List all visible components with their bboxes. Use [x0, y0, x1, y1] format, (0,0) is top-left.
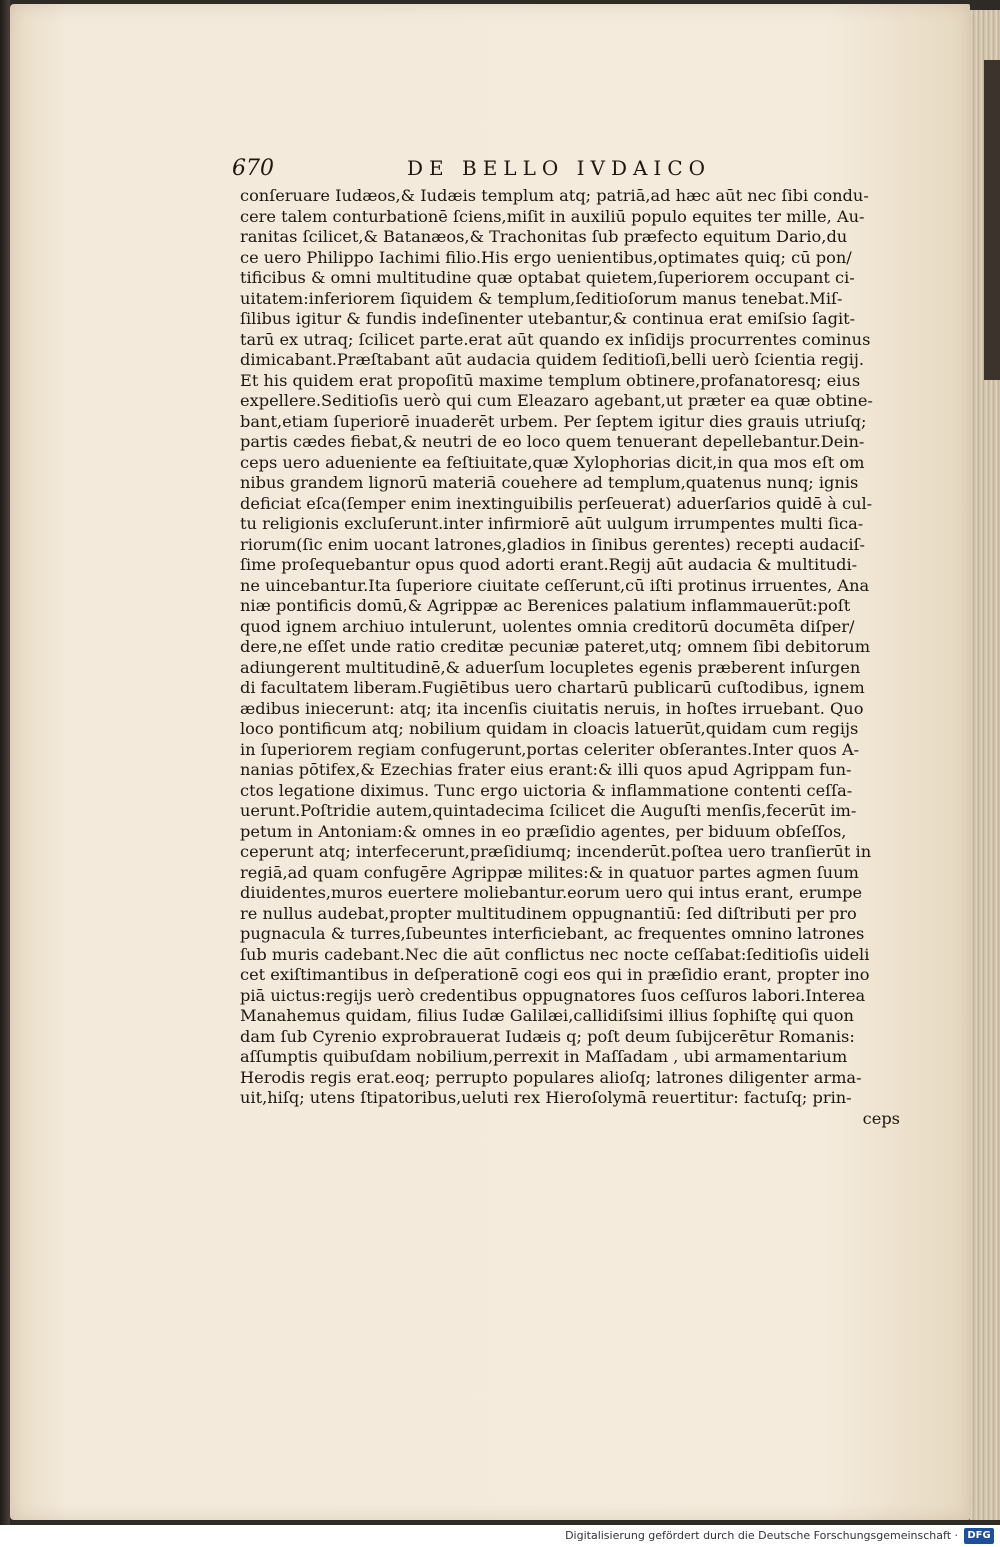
folio-number: 670 — [232, 156, 274, 181]
text-line: quod ignem archiuo intulerunt, uolentes omnia creditorū documēta diſper/ — [240, 616, 855, 636]
text-line: ne uincebantur.Ita ſuperiore ciuitate ceſſerunt,cū iſti protinus irruentes, Ana — [240, 575, 870, 595]
scale-ruler — [984, 60, 1000, 380]
text-line: in ſuperiorem regiam confugerunt,portas celeriter obſerantes.Inter quos A- — [240, 739, 860, 759]
text-line: nibus grandem lignorū materiā couehere ad templum,quatenus nunq; ignis — [240, 473, 859, 492]
text-line: ranitas ſcilicet,& Batanæos,& Trachonitas ſub præfecto equitum Dario,du — [240, 227, 848, 246]
text-line: ædibus iniecerunt: atq; ita incenſis ciuitatis neruis, in hoſtes irruebant. Quo — [240, 698, 864, 718]
footer-bar — [0, 1525, 1000, 1547]
text-line: expellere.Seditioſis uerò qui cum Eleazaro agebant,ut præter ea quæ obtine- — [240, 391, 873, 410]
text-line: piā uictus:regijs uerò credentibus oppugnatores ſuos ceſſuros labori.Interea — [240, 985, 866, 1005]
text-line: uerunt.Poſtridie autem,quintadecima ſcilicet die Auguſti menſis,fecerūt im- — [240, 801, 857, 820]
text-line: ceperunt atq; interfecerunt,præſidiumq; incenderūt.poſtea uero tranſierūt in — [240, 842, 872, 861]
text-line: dimicabant.Præſtabant aūt audacia quidem ſeditioſi,belli uerò ſcientia regij. — [240, 350, 865, 369]
text-line: loco pontificum atq; nobilium quidam in cloacis latuerūt,quidam cum regijs — [240, 719, 859, 738]
text-line: dere,ne eſſet unde ratio creditæ pecuniæ pateret,utq; omnem ſibi debitorum — [240, 637, 871, 656]
text-line: tarū ex utraq; ſcilicet parte.erat aūt quando ex inſidijs procurrentes cominus — [240, 329, 871, 349]
text-line: diuidentes,muros euertere moliebantur.eorum uero qui intus erant, erumpe — [240, 883, 863, 902]
text-line: uit,hiſq; utens ſtipatoribus,ueluti rex Hieroſolymā reuertitur: factuſq; prin- — [240, 1088, 852, 1107]
text-line: ctos legatione diximus. Tunc ergo uictoria & inflammatione contenti ceſſa- — [240, 780, 853, 800]
text-line: Et his quidem erat propoſitū maxime templum obtinere,profanatoresq; eius — [240, 370, 861, 390]
text-line: partis cædes fiebat,& neutri de eo loco quem tenuerant depellebantur.Dein- — [240, 432, 865, 451]
text-line: conſeruare Iudæos,& Iudæis templum atq; patriā,ad hæc aūt nec ſibi condu- — [240, 186, 869, 205]
text-line: ſub muris cadebant.Nec die aūt conflictus nec nocte ceſſabat:ſeditioſis uideli — [240, 944, 870, 964]
text-line: niæ pontificis domū,& Agrippæ ac Berenices palatium inflammauerūt:poſt — [240, 596, 851, 615]
text-line: tificibus & omni multitudine quæ optabat quietem,ſuperiorem occupant ci- — [240, 268, 855, 287]
text-line: re nullus audebat,propter multitudinem oppugnantiū: ſed diſtributi per pro — [240, 903, 857, 923]
funding-credit: Digitalisierung gefördert durch die Deutsche Forschungsgemeinschaft · — [565, 1529, 958, 1542]
text-line: riorum(ſic enim uocant latrones,gladios in ſinibus gerentes) recepti audaciſ- — [240, 534, 865, 554]
text-line: ce uero Philippo Iachimi filio.His ergo uenientibus,optimates quiq; cū pon/ — [240, 247, 852, 267]
text-line: petum in Antoniam:& omnes in eo præſidio agentes, per biduum obſeſſos, — [240, 821, 847, 841]
text-line: regiā,ad quam confugēre Agrippæ milites:& in quatuor partes agmen ſuum — [240, 862, 859, 882]
text-line: nanias pōtifex,& Ezechias frater eius erant:& illi quos apud Agrippam fun- — [240, 760, 852, 779]
text-line: pugnacula & turres,ſubeuntes interficiebant, ac frequentes omnino latrones — [240, 924, 865, 943]
text-line: dam ſub Cyrenio exprobrauerat Iudæis q; poſt deum ſubijcerētur Romanis: — [240, 1026, 855, 1046]
book-binding-edge — [0, 0, 10, 1525]
text-line: deficiat eſca(ſemper enim inextinguibilis perſeuerat) aduerſarios quidē à cul- — [240, 493, 873, 513]
text-line: cere talem conturbationē ſciens,miſit in auxiliū populo equites ter mille, Au- — [240, 206, 865, 226]
running-head: DE BELLO IVDAICO — [407, 156, 712, 180]
text-column — [240, 186, 900, 1129]
text-line: Manahemus quidam, filius Iudæ Galilæi,callidiſsimi illius ſophiſtę qui quon — [240, 1006, 854, 1025]
text-line: ſilibus igitur & fundis indeſinenter utebantur,& continua erat emiſsio ſagit- — [240, 309, 856, 328]
text-line: bant,etiam ſuperiorē inuaderēt urbem. Per ſeptem igitur dies grauis utriuſq; — [240, 411, 867, 431]
page-header — [232, 156, 952, 186]
text-line: aſſumptis quibuſdam nobilium,perrexit in Maſſadam , ubi armamentarium — [240, 1047, 848, 1066]
text-line: uitatem:inferiorem ſiquidem & templum,ſeditioſorum manus tenebat.Miſ- — [240, 288, 843, 308]
dfg-logo[interactable]: DFG — [964, 1528, 994, 1544]
text-line: di facultatem liberam.Fugiētibus uero chartarū publicarū cuſtodibus, ignem — [240, 678, 865, 697]
catchword: ceps — [862, 1108, 900, 1128]
text-line: cet exiſtimantibus in deſperationē cogi eos qui in præſidio erant, propter ino — [240, 965, 870, 984]
text-line: ſime proſequebantur opus quod adorti erant.Regij aūt audacia & multitudi- — [240, 555, 858, 574]
text-line: ceps uero adueniente ea feſtiuitate,quæ Xylophorias dicit,in qua mos eſt om — [240, 452, 865, 472]
text-line: Herodis regis erat.eoq; perrupto populares alioſq; latrones diligenter arma- — [240, 1067, 862, 1087]
text-line: adiungerent multitudinē,& aduerſum locupletes egenis præberent inſurgen — [240, 657, 861, 677]
text-line: tu religionis excluſerunt.inter infirmiorē aūt uulgum irrumpentes multi ſica- — [240, 514, 864, 533]
